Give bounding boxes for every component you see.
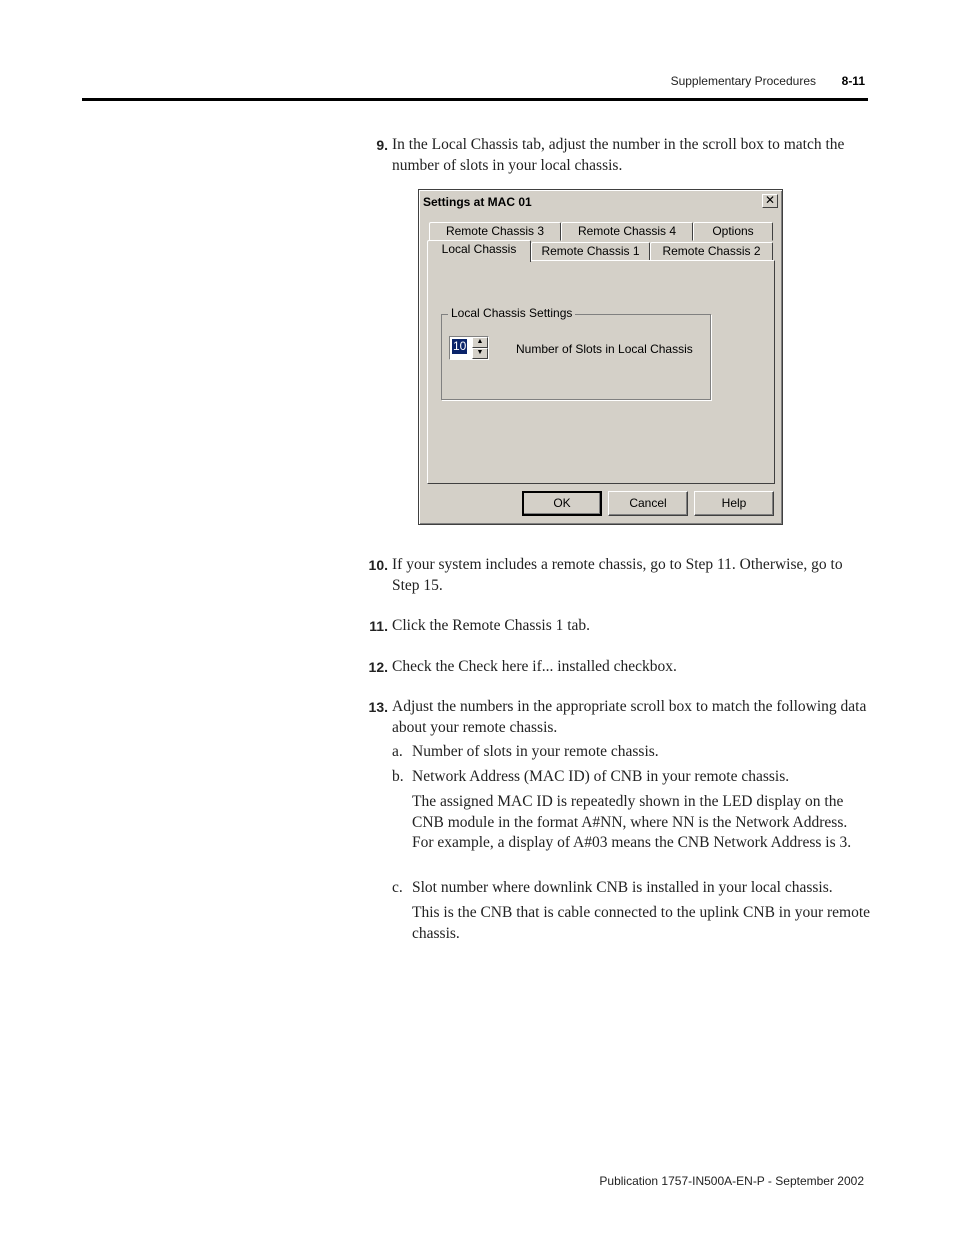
header-page-number: 8-11 — [841, 74, 865, 88]
spin-buttons — [472, 337, 488, 359]
step-number: 12. — [368, 659, 388, 675]
step-number: 9. — [376, 137, 388, 153]
dialog-titlebar — [421, 192, 780, 212]
step-text: Click the Remote Chassis 1 tab. — [392, 617, 591, 634]
settings-dialog — [418, 189, 783, 525]
page-footer: Publication 1757-IN500A-EN-P - September 2002 — [599, 1174, 864, 1188]
spin-up-icon[interactable]: ▲ — [472, 337, 488, 348]
tab-local-chassis[interactable]: Local Chassis — [427, 240, 531, 262]
step-text: In the Local Chassis tab, adjust the number in the scroll box to match the number of slots in your local chassis. — [392, 136, 845, 174]
step-number: 13. — [368, 699, 388, 715]
substep-letter: a. — [392, 743, 403, 760]
note-mac-id: The assigned MAC ID is repeatedly shown in the LED display on the CNB module in the format A#NN, where NN is the Network Address. For example, a display of A#03 means the CNB Network Address is 3. — [412, 793, 852, 851]
close-icon[interactable]: ✕ — [762, 194, 778, 208]
substep-letter: b. — [392, 768, 404, 785]
local-chassis-settings-group — [441, 306, 711, 400]
page-header — [82, 74, 868, 101]
slots-spinbox[interactable] — [449, 336, 489, 360]
group-title: Local Chassis Settings — [448, 306, 575, 320]
spin-down-icon[interactable]: ▼ — [472, 348, 488, 359]
substep-text: Slot number where downlink CNB is installed in your local chassis. — [412, 879, 833, 896]
substep-text: Number of slots in your remote chassis. — [412, 743, 659, 760]
step-text: If your system includes a remote chassis, go to Step 11. Otherwise, go to Step 15. — [392, 556, 843, 594]
ok-button[interactable]: OK — [522, 491, 602, 516]
cancel-button[interactable]: Cancel — [608, 491, 688, 516]
local-chassis-panel — [427, 260, 775, 484]
slots-label: Number of Slots in Local Chassis — [516, 342, 693, 356]
step-number: 10. — [368, 557, 388, 573]
substep-text: Network Address (MAC ID) of CNB in your remote chassis. — [412, 768, 790, 785]
step-text: Adjust the numbers in the appropriate scroll box to match the following data about your remote chassis. — [392, 698, 867, 736]
tab-remote-chassis-2[interactable]: Remote Chassis 2 — [650, 242, 773, 261]
slots-value[interactable]: 10 — [453, 339, 467, 353]
header-section-title: Supplementary Procedures — [670, 74, 816, 88]
help-button[interactable]: Help — [694, 491, 774, 516]
tab-remote-chassis-3[interactable]: Remote Chassis 3 — [429, 222, 561, 241]
step-number: 11. — [369, 618, 388, 634]
step-text: Check the Check here if... installed checkbox. — [392, 658, 677, 675]
tab-options[interactable]: Options — [693, 222, 773, 241]
note-uplink-cnb: This is the CNB that is cable connected to the uplink CNB in your remote chassis. — [412, 904, 871, 942]
tab-remote-chassis-4[interactable]: Remote Chassis 4 — [561, 222, 693, 241]
dialog-title: Settings at MAC 01 — [423, 195, 532, 209]
tab-remote-chassis-1[interactable]: Remote Chassis 1 — [531, 242, 650, 261]
substep-letter: c. — [392, 879, 403, 896]
